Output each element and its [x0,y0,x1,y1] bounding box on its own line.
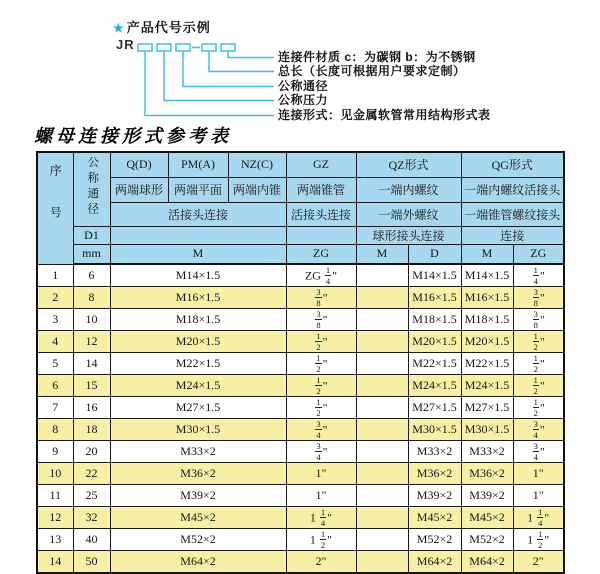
cell-qg-zg: 1 $\frac{1}{2}$ " [513,529,564,551]
header-row-conn [37,202,564,226]
cell-qz-d: M30×1.5 [408,419,461,441]
header-col-pm: PM(A) [168,152,228,177]
header-row-forms [37,152,564,177]
cell-seq: 3 [37,309,73,331]
nut-connection-table [36,151,565,574]
table-row [37,353,564,375]
cell-qz-m [356,507,408,529]
cell-qz-d: M39×2 [408,485,461,507]
header-unit-zg: ZG [286,244,356,264]
table-row [37,287,564,309]
cell-qz-m [356,309,408,331]
table-row [37,264,564,287]
table-row [37,309,564,331]
cell-qz-d: M36×2 [408,463,461,485]
header-col-qg: QG形式 [461,152,564,177]
header-seq-label: 序号 [48,164,63,249]
header-desc-q: 两端球形 [110,177,168,202]
cell-m: M20×1.5 [110,331,286,353]
cell-qz-m [356,375,408,397]
cell-qg-m: M64×2 [461,551,513,574]
header-conn-qg2: 一端锥管螺纹接头 [461,202,564,226]
code-label-length: 总长（长度可根据用户要求定制） [278,64,466,78]
header-desc-pm: 两端平面 [168,177,228,202]
header-desc-gz: 两端锥管 [286,177,356,202]
cell-m: M18×1.5 [110,309,286,331]
cell-gz: $\frac{1}{2}$ " [286,353,356,375]
cell-dn: 18 [73,419,110,441]
cell-m: M30×1.5 [110,419,286,441]
header-conn-union: 活接头连接 [110,202,286,226]
cell-qg-m: M45×2 [461,507,513,529]
cell-qz-m [356,264,408,287]
header-unit-qz-d: D [408,244,461,264]
cell-qz-m [356,485,408,507]
cell-qg-zg: $\frac{3}{4}$ " [513,441,564,463]
cell-m: M39×2 [110,485,286,507]
cell-qg-m: M22×1.5 [461,353,513,375]
cell-qz-m [356,529,408,551]
table-row [37,397,564,419]
empty-cell [110,226,286,244]
cell-qg-m: M30×1.5 [461,419,513,441]
cell-qg-m: M20×1.5 [461,331,513,353]
cell-m: M33×2 [110,441,286,463]
code-label-connection: 连接形式：见金属软管常用结构形式表 [278,108,491,122]
cell-qg-zg: 1 $\frac{1}{4}$ " [513,507,564,529]
code-box [202,44,216,51]
star-icon: ★ [113,21,125,35]
table-row [37,419,564,441]
table-row [37,375,564,397]
cell-m: M36×2 [110,463,286,485]
cell-dn: 25 [73,485,110,507]
table-row [37,507,564,529]
cell-m: M16×1.5 [110,287,286,309]
cell-qg-m: M18×1.5 [461,309,513,331]
code-label-material: 连接件材质 c：为碳钢 b：为不锈钢 [278,50,476,64]
header-dn [73,152,110,226]
diagram-heading [113,17,211,36]
cell-qg-zg: $\frac{1}{2}$ " [513,331,564,353]
header-d1: D1 [73,226,110,244]
cell-gz: $\frac{3}{8}$ " [286,287,356,309]
cell-dn: 10 [73,309,110,331]
cell-seq: 7 [37,397,73,419]
cell-qz-m [356,331,408,353]
cell-qg-zg: 1" [513,463,564,485]
cell-m: M27×1.5 [110,397,286,419]
cell-qz-d: M22×1.5 [408,353,461,375]
page-title: 螺母连接形式参考表 [34,126,232,146]
cell-seq: 4 [37,331,73,353]
cell-seq: 9 [37,441,73,463]
cell-qz-m [356,287,408,309]
cell-gz: ZG $\frac{1}{4}$ " [286,264,356,287]
cell-qz-m [356,397,408,419]
cell-qz-d: M64×2 [408,551,461,574]
cell-gz: $\frac{1}{2}$ " [286,331,356,353]
cell-qz-m [356,551,408,574]
cell-qg-zg: $\frac{1}{2}$ " [513,397,564,419]
cell-qz-d: M14×1.5 [408,264,461,287]
header-conn-gz: 活接头连接 [286,202,356,226]
cell-qg-m: M52×2 [461,529,513,551]
empty-cell [286,226,356,244]
header-conn-qg3: 连接 [461,226,564,244]
cell-dn: 14 [73,353,110,375]
header-desc-qg: 一端内螺纹活接头 [461,177,564,202]
cell-qg-m: M27×1.5 [461,397,513,419]
cell-qg-m: M16×1.5 [461,287,513,309]
cell-seq: 11 [37,485,73,507]
table-row [37,551,564,574]
cell-gz: $\frac{1}{2}$ " [286,397,356,419]
cell-dn: 8 [73,287,110,309]
cell-gz: $\frac{1}{2}$ " [286,375,356,397]
cell-gz: 1" [286,485,356,507]
cell-gz: $\frac{3}{4}$ " [286,441,356,463]
cell-qg-zg: $\frac{3}{4}$ " [513,419,564,441]
cell-m: M22×1.5 [110,353,286,375]
cell-qz-d: M45×2 [408,507,461,529]
cell-seq: 14 [37,551,73,574]
header-col-qz: QZ形式 [356,152,461,177]
cell-qg-zg: 1" [513,485,564,507]
header-unit-qg-m: M [461,244,513,264]
header-seq [37,152,73,264]
table-row [37,529,564,551]
cell-qz-m [356,419,408,441]
cell-m: M14×1.5 [110,264,286,287]
header-row-units [37,244,564,264]
code-box [138,44,152,51]
table-row [37,441,564,463]
leader-line-material [228,52,274,58]
cell-qz-d: M52×2 [408,529,461,551]
cell-gz: $\frac{3}{8}$ " [286,309,356,331]
cell-seq: 12 [37,507,73,529]
cell-qg-zg: $\frac{1}{2}$ " [513,375,564,397]
code-box [157,44,171,51]
cell-qz-m [356,441,408,463]
cell-m: M45×2 [110,507,286,529]
cell-gz: 1" [286,463,356,485]
cell-gz: 1 $\frac{1}{4}$ " [286,507,356,529]
header-unit-m: M [110,244,286,264]
cell-qg-m: M14×1.5 [461,264,513,287]
table-row [37,463,564,485]
cell-qg-zg: $\frac{1}{2}$ " [513,353,564,375]
cell-dn: 6 [73,264,110,287]
cell-seq: 5 [37,353,73,375]
cell-seq: 13 [37,529,73,551]
cell-m: M52×2 [110,529,286,551]
cell-qz-d: M33×2 [408,441,461,463]
cell-qz-d: M18×1.5 [408,309,461,331]
header-row-desc [37,177,564,202]
header-col-gz: GZ [286,152,356,177]
cell-qz-m [356,353,408,375]
header-conn-qz2: 一端外螺纹 [356,202,461,226]
cell-qg-zg: 2" [513,551,564,574]
cell-seq: 8 [37,419,73,441]
cell-qz-d: M27×1.5 [408,397,461,419]
leader-line-pressure [164,52,274,101]
cell-qz-d: M24×1.5 [408,375,461,397]
cell-qg-m: M36×2 [461,463,513,485]
header-mm: mm [73,244,110,264]
cell-qg-m: M39×2 [461,485,513,507]
header-row-d1 [37,226,564,244]
header-col-nz: NZ(C) [228,152,286,177]
cell-qg-m: M24×1.5 [461,375,513,397]
code-label-pressure: 公称压力 [278,93,329,107]
cell-dn: 15 [73,375,110,397]
diagram-heading-text: 产品代号示例 [126,20,211,35]
code-prefix: JR [116,37,135,52]
header-col-q: Q(D) [110,152,168,177]
header-desc-nz: 两端内锥 [228,177,286,202]
cell-seq: 1 [37,264,73,287]
cell-gz: $\frac{3}{4}$ " [286,419,356,441]
cell-dn: 32 [73,507,110,529]
cell-dn: 22 [73,463,110,485]
cell-gz: 2" [286,551,356,574]
header-conn-qz3: 球形接头连接 [356,226,461,244]
header-dn-label: 公称通径 [86,156,99,219]
cell-dn: 20 [73,441,110,463]
cell-qz-m [356,463,408,485]
table-row [37,485,564,507]
leader-line-length [209,52,274,72]
code-box [176,44,190,51]
table-header [37,152,564,264]
cell-seq: 10 [37,463,73,485]
cell-m: M24×1.5 [110,375,286,397]
cell-dn: 12 [73,331,110,353]
code-label-diameter: 公称通径 [278,79,329,93]
product-code-diagram [0,0,600,122]
cell-qz-d: M16×1.5 [408,287,461,309]
cell-qg-zg: $\frac{1}{4}$ " [513,264,564,287]
header-desc-qz: 一端内螺纹 [356,177,461,202]
cell-qg-zg: $\frac{3}{8}$ " [513,309,564,331]
cell-dn: 16 [73,397,110,419]
cell-qg-m: M33×2 [461,441,513,463]
cell-qz-d: M20×1.5 [408,331,461,353]
cell-dn: 50 [73,551,110,574]
cell-gz: 1 $\frac{1}{2}$ " [286,529,356,551]
table-row [37,331,564,353]
cell-seq: 2 [37,287,73,309]
cell-seq: 6 [37,375,73,397]
table-body [37,264,564,573]
header-unit-qz-m: M [356,244,408,264]
cell-dn: 40 [73,529,110,551]
header-unit-qg-zg: ZG [513,244,564,264]
cell-m: M64×2 [110,551,286,574]
cell-qg-zg: $\frac{3}{8}$ " [513,287,564,309]
code-box [221,44,235,51]
